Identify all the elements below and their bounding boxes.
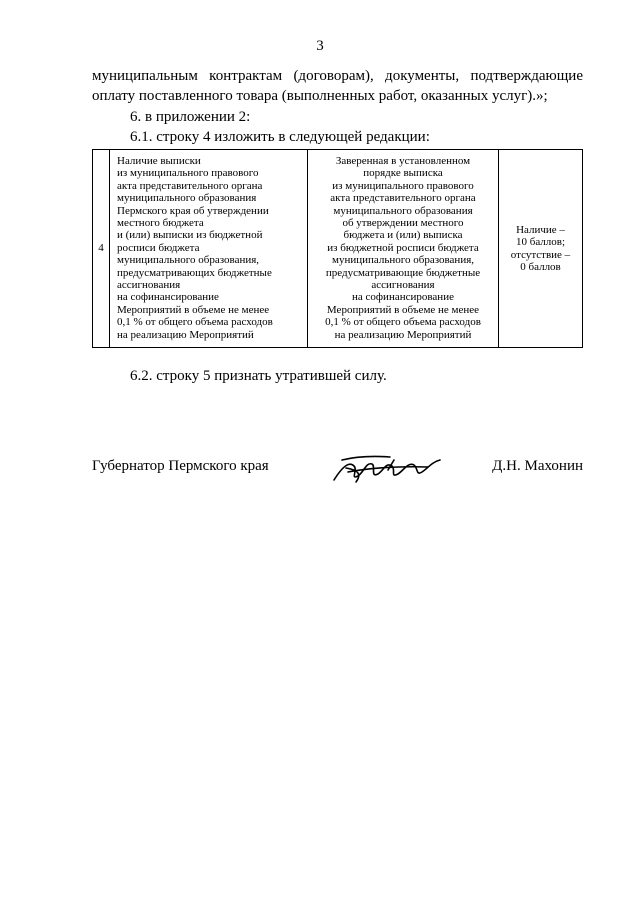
cell-line: на реализацию Мероприятий bbox=[334, 328, 472, 341]
cell-line: Мероприятий в объеме не менее bbox=[326, 303, 480, 316]
confirmation-document-cell bbox=[308, 150, 499, 348]
table-row bbox=[93, 150, 583, 348]
cell-line: 0,1 % от общего объема расходов bbox=[117, 316, 273, 329]
cell-line: акта представительного органа bbox=[330, 192, 476, 205]
cell-line: ассигнования bbox=[117, 279, 181, 292]
handwritten-signature bbox=[328, 450, 448, 486]
score-cell bbox=[499, 150, 583, 348]
signatory-name: Д.Н. Махонин bbox=[492, 458, 583, 474]
cell-line: на софинансирование bbox=[117, 291, 219, 304]
cell-line: муниципального образования bbox=[333, 204, 473, 217]
cell-line: и (или) выписки из бюджетной bbox=[117, 229, 263, 242]
cell-line: 0 баллов bbox=[520, 260, 561, 273]
criteria-table bbox=[92, 149, 583, 348]
cell-line: Пермского края об утверждении bbox=[117, 204, 269, 217]
paragraph-appendix-2: 6. в приложении 2: bbox=[130, 109, 251, 125]
cell-line: Наличие – bbox=[516, 223, 565, 236]
cell-line: муниципального образования, bbox=[117, 254, 260, 267]
cell-line: предусматривающие бюджетные bbox=[325, 266, 481, 279]
criterion-cell bbox=[110, 150, 308, 348]
cell-line: местного бюджета bbox=[117, 217, 204, 230]
cell-line: отсутствие – bbox=[510, 248, 571, 261]
paragraph-6-1: 6.1. строку 4 изложить в следующей редакции: bbox=[130, 129, 430, 145]
signatory-title: Губернатор Пермского края bbox=[92, 458, 269, 474]
cell-line: об утверждении местного bbox=[342, 217, 464, 230]
paragraph-continuation bbox=[92, 66, 583, 106]
page-number: 3 bbox=[316, 38, 324, 54]
cell-line: порядке выписка bbox=[363, 167, 443, 180]
cell-line: Заверенная в установленном bbox=[335, 155, 471, 167]
cell-line: росписи бюджета bbox=[117, 241, 200, 254]
cell-line: из муниципального правового bbox=[332, 179, 474, 192]
paragraph-line: оплату поставленного товара (выполненных работ, оказанных услуг).»; bbox=[92, 88, 548, 104]
cell-line: на реализацию Мероприятий bbox=[117, 328, 254, 341]
cell-line: 10 баллов; bbox=[515, 236, 566, 249]
cell-line: предусматривающих бюджетные bbox=[117, 266, 272, 279]
cell-line: муниципального образования bbox=[117, 192, 257, 205]
cell-line: муниципального образования, bbox=[331, 254, 475, 267]
row-number-cell: 4 bbox=[93, 150, 110, 348]
cell-line: из муниципального правового bbox=[117, 167, 259, 180]
cell-line: из бюджетной росписи бюджета bbox=[327, 241, 479, 254]
cell-line: акта представительного органа bbox=[117, 179, 263, 192]
cell-line: на софинансирование bbox=[352, 291, 454, 304]
cell-line: бюджета и (или) выписка bbox=[343, 229, 463, 242]
paragraph-6-2: 6.2. строку 5 признать утратившей силу. bbox=[130, 368, 387, 384]
cell-line: Мероприятий в объеме не менее bbox=[117, 303, 270, 316]
cell-line: ассигнования bbox=[371, 279, 435, 292]
cell-line: 0,1 % от общего объема расходов bbox=[325, 316, 481, 329]
signature-block bbox=[92, 456, 583, 486]
cell-line: Наличие выписки bbox=[117, 155, 201, 167]
paragraph-line: муниципальным контрактам (договорам), документы, подтверждающие bbox=[92, 68, 583, 84]
